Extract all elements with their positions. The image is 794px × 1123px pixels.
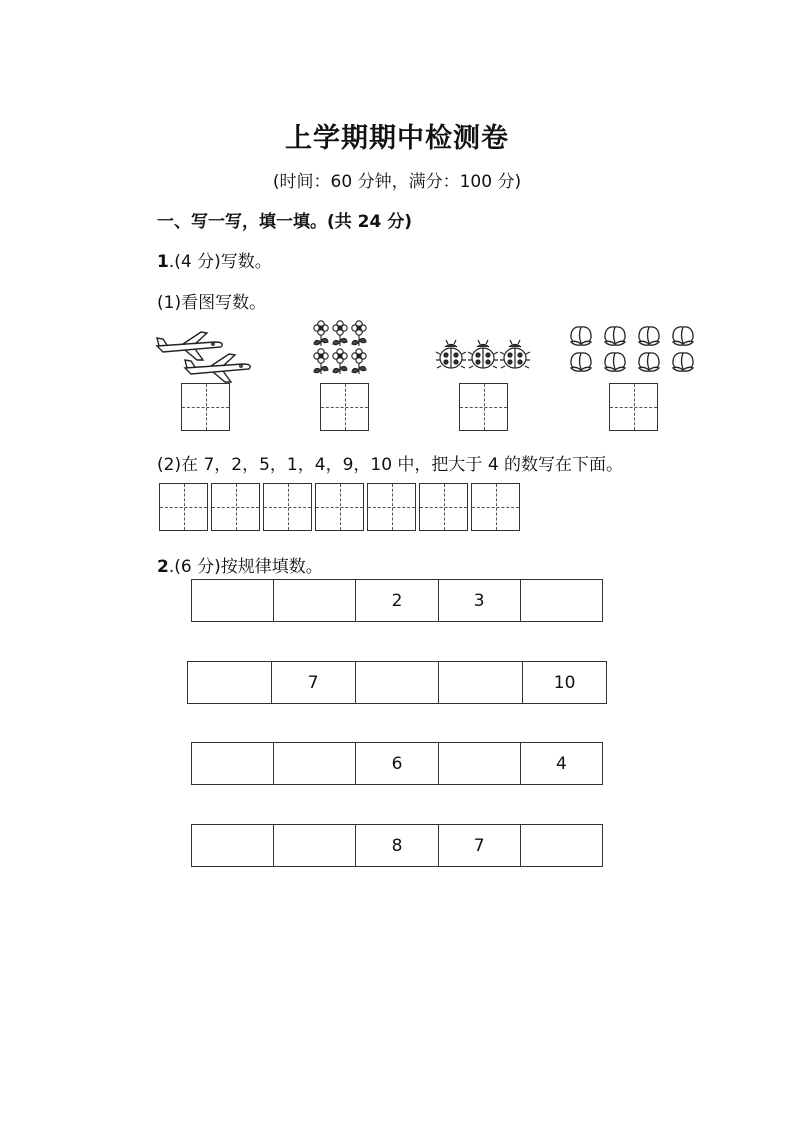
sequence-cell: 3	[439, 580, 521, 621]
sequence-cell[interactable]	[274, 825, 356, 866]
sequence-cell: 6	[356, 743, 438, 784]
sequence-cell: 7	[439, 825, 521, 866]
sequence-cell[interactable]	[192, 743, 274, 784]
question-number: 2	[157, 557, 169, 577]
question-1-part-2: (2)在 7，2，5，1，4，9，10 中，把大于 4 的数写在下面。	[157, 455, 624, 475]
sequence-cell[interactable]	[439, 743, 521, 784]
section-heading: 一、写一写，填一填。(共 24 分)	[157, 212, 413, 232]
page-title: 上学期期中检测卷	[285, 123, 509, 154]
question-number: 1	[157, 252, 169, 272]
sequence-cell: 10	[553, 672, 576, 693]
answer-box[interactable]	[471, 483, 520, 531]
answer-box-flowers[interactable]	[320, 383, 369, 431]
answer-box[interactable]	[419, 483, 468, 531]
peach-icon	[566, 322, 700, 372]
airplane-icon	[155, 330, 255, 380]
answer-box[interactable]	[159, 483, 208, 531]
sequence-cell[interactable]	[521, 825, 602, 866]
sequence-cell[interactable]	[188, 662, 272, 703]
sequence-cell[interactable]	[274, 743, 356, 784]
question-text: .(6 分)按规律填数。	[168, 557, 323, 577]
sequence-cell[interactable]	[192, 825, 274, 866]
sequence-cell[interactable]	[192, 580, 274, 621]
sequence-row-1	[191, 579, 603, 622]
sequence-cell: 2	[356, 580, 438, 621]
sequence-row-2	[187, 661, 607, 704]
question-2	[157, 552, 323, 577]
sequence-row-4	[191, 824, 603, 867]
answer-box[interactable]	[211, 483, 260, 531]
question-1	[157, 247, 272, 272]
flower-icon	[312, 320, 372, 378]
sequence-cell: 4	[556, 753, 567, 774]
sequence-row-3	[191, 742, 603, 785]
exam-info: (时间：60 分钟，满分：100 分)	[272, 172, 522, 192]
sequence-cell[interactable]	[356, 662, 440, 703]
answer-box[interactable]	[367, 483, 416, 531]
answer-box-airplanes[interactable]	[181, 383, 230, 431]
answer-box-peaches[interactable]	[609, 383, 658, 431]
answer-box[interactable]	[263, 483, 312, 531]
ladybug-icon	[436, 340, 531, 374]
question-1-part-1: (1)看图写数。	[157, 293, 267, 313]
sequence-cell[interactable]	[274, 580, 356, 621]
sequence-cell[interactable]	[521, 580, 602, 621]
sequence-cell: 8	[356, 825, 438, 866]
question-text: .(4 分)写数。	[168, 252, 272, 272]
sequence-cell[interactable]	[439, 662, 523, 703]
answer-box[interactable]	[315, 483, 364, 531]
sequence-cell: 7	[272, 662, 356, 703]
answer-box-ladybugs[interactable]	[459, 383, 508, 431]
